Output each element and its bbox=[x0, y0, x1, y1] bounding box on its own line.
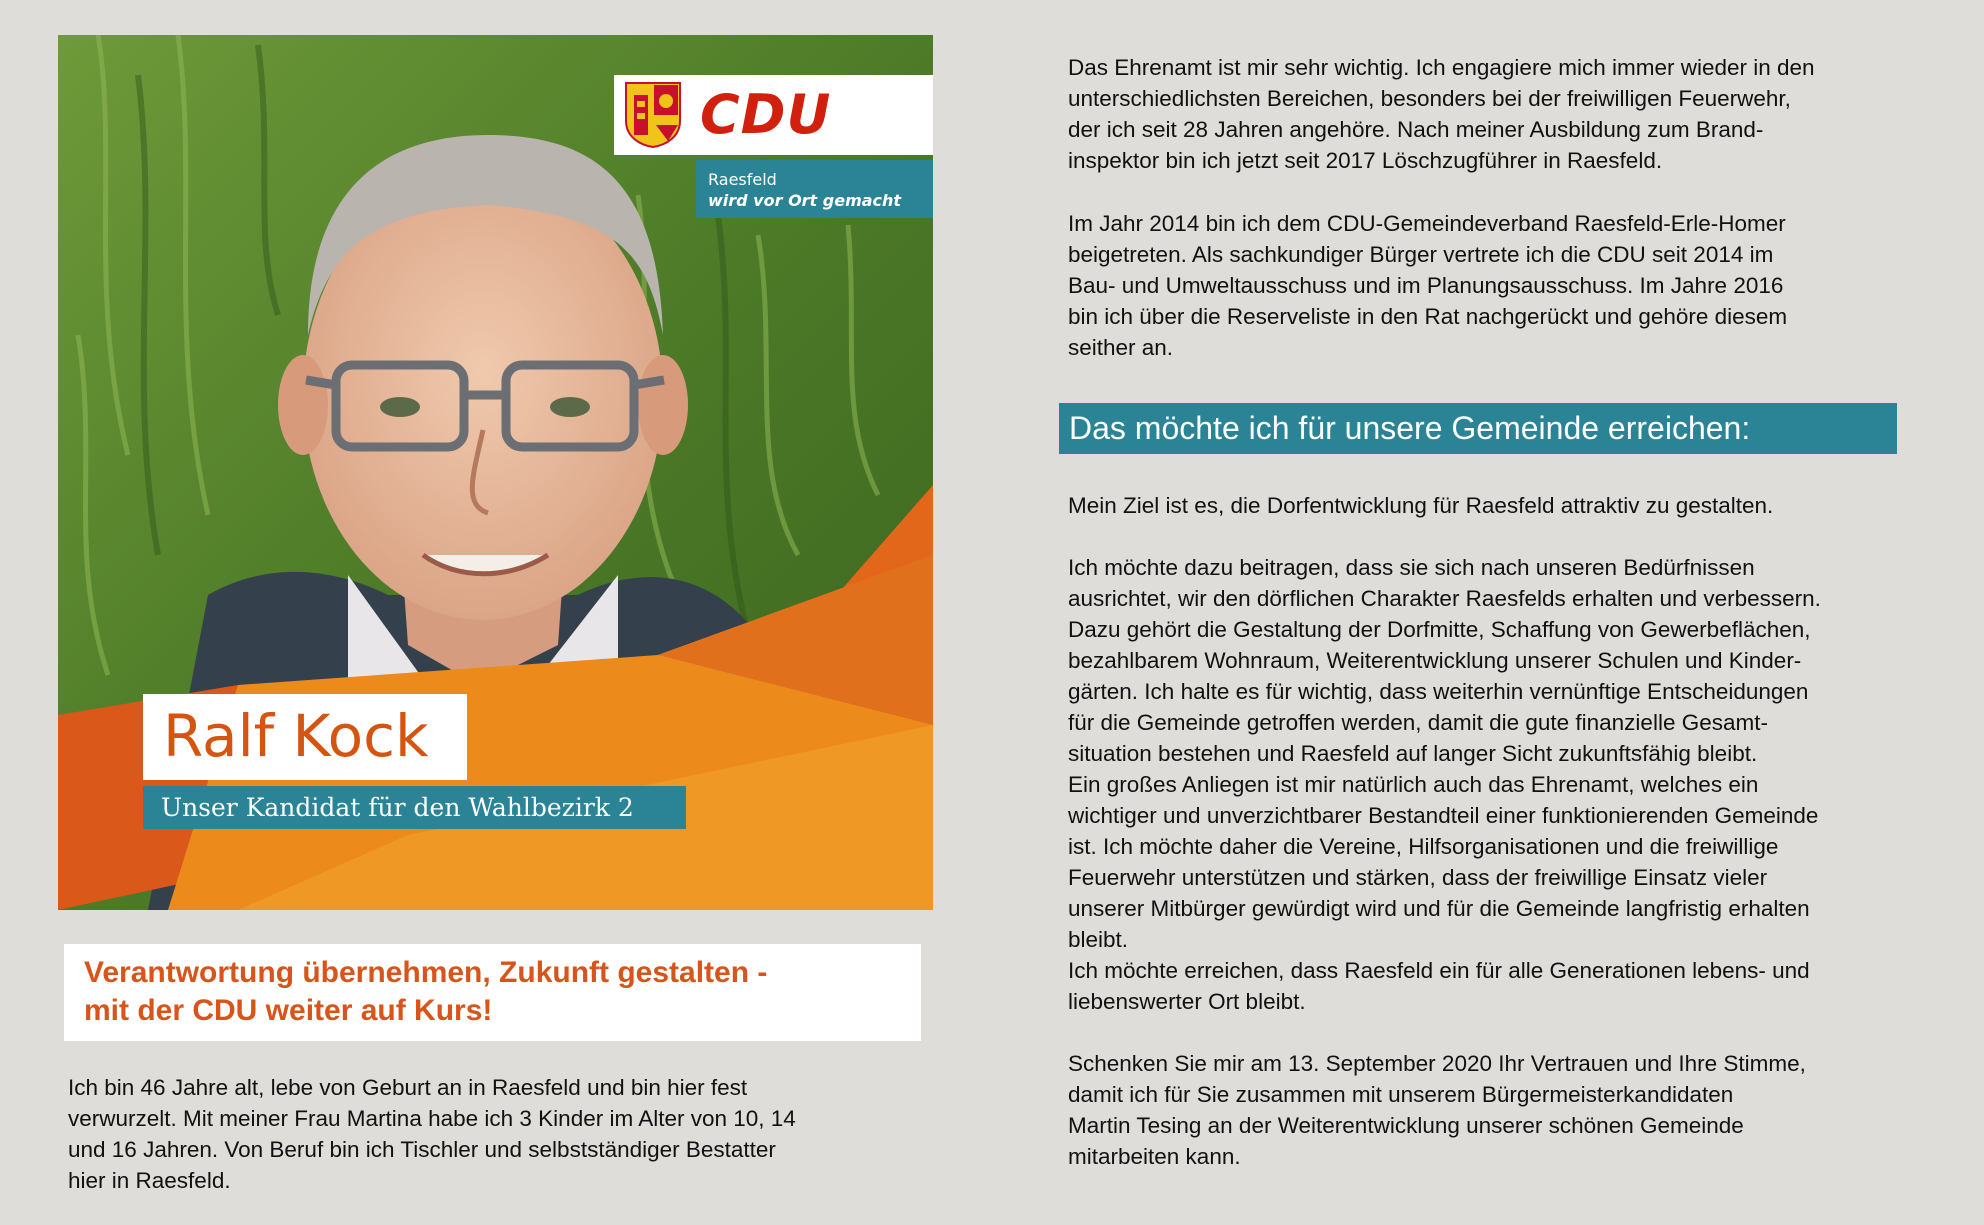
slogan-box bbox=[696, 160, 933, 218]
text-line: damit ich für Sie zusammen mit unserem Bürgermeisterkandidaten bbox=[1068, 1082, 1734, 1107]
text-line: wichtiger und unverzichtbarer Bestandteil einer funktionierenden Gemeinde bbox=[1068, 803, 1819, 828]
motto-line-1: Verantwortung übernehmen, Zukunft gestalten - bbox=[84, 956, 768, 989]
text-line: inspektor bin ich jetzt seit 2017 Löschzugführer in Raesfeld. bbox=[1068, 148, 1663, 173]
motto-box bbox=[64, 944, 921, 1041]
text-line: Martin Tesing an der Weiterentwicklung unserer schönen Gemeinde bbox=[1068, 1113, 1744, 1138]
text-line: ausrichtet, wir den dörflichen Charakter Raesfelds erhalten und verbessern. bbox=[1068, 586, 1821, 611]
name-box bbox=[143, 694, 467, 780]
text-line: Ich möchte dazu beitragen, dass sie sich nach unseren Bedürfnissen bbox=[1068, 555, 1755, 580]
text-line: unserer Mitbürger gewürdigt wird und für die Gemeinde langfristig erhalten bbox=[1068, 896, 1810, 921]
text-line: Im Jahr 2014 bin ich dem CDU-Gemeindeverband Raesfeld-Erle-Homer bbox=[1068, 211, 1786, 236]
section-heading-goals: Das möchte ich für unsere Gemeinde erreichen: bbox=[1059, 403, 1897, 454]
text-line: für die Gemeinde getroffen werden, damit die gute finanzielle Gesamt- bbox=[1068, 710, 1768, 735]
bio-line: Ich bin 46 Jahre alt, lebe von Geburt an in Raesfeld und bin hier fest bbox=[68, 1075, 748, 1100]
paragraph-closing bbox=[1068, 1048, 1948, 1172]
text-line: Bau- und Umweltausschuss und im Planungsausschuss. Im Jahre 2016 bbox=[1068, 273, 1784, 298]
text-line: Mein Ziel ist es, die Dorfentwicklung für Raesfeld attraktiv zu gestalten. bbox=[1068, 493, 1774, 518]
motto-line-2: mit der CDU weiter auf Kurs! bbox=[84, 994, 493, 1027]
text-line: liebenswerter Ort bleibt. bbox=[1068, 989, 1306, 1014]
candidate-district-label: Unser Kandidat für den Wahlbezirk 2 bbox=[143, 786, 686, 829]
candidate-name: Ralf Kock bbox=[163, 702, 429, 770]
cdu-logo: CDU bbox=[700, 83, 832, 146]
bio-line: und 16 Jahren. Von Beruf bin ich Tischler und selbstständiger Bestatter bbox=[68, 1137, 776, 1162]
text-line: bleibt. bbox=[1068, 927, 1129, 952]
slogan-line-town: Raesfeld bbox=[708, 170, 777, 189]
text-line: Ein großes Anliegen ist mir natürlich auch das Ehrenamt, welches ein bbox=[1068, 772, 1759, 797]
motto-text bbox=[84, 954, 914, 1030]
text-line: Feuerwehr unterstützen und stärken, dass der freiwillige Einsatz vieler bbox=[1068, 865, 1768, 890]
text-line: ist. Ich möchte daher die Vereine, Hilfsorganisationen und die freiwillige bbox=[1068, 834, 1779, 859]
text-line: gärten. Ich halte es für wichtig, dass weiterhin vernünftige Entscheidungen bbox=[1068, 679, 1809, 704]
text-line: bin ich über die Reserveliste in den Rat nachgerückt und gehöre diesem bbox=[1068, 304, 1788, 329]
text-line: Schenken Sie mir am 13. September 2020 Ihr Vertrauen und Ihre Stimme, bbox=[1068, 1051, 1806, 1076]
cdu-logo-box bbox=[614, 75, 933, 155]
raesfeld-crest-icon bbox=[624, 81, 682, 149]
text-line: bezahlbarem Wohnraum, Weiterentwicklung unserer Schulen und Kinder- bbox=[1068, 648, 1802, 673]
biography-text bbox=[68, 1072, 928, 1196]
paragraph-party bbox=[1068, 208, 1948, 363]
paragraph-volunteering bbox=[1068, 52, 1948, 176]
text-line: Dazu gehört die Gestaltung der Dorfmitte, Schaffung von Gewerbeflächen, bbox=[1068, 617, 1811, 642]
text-line: Das Ehrenamt ist mir sehr wichtig. Ich engagiere mich immer wieder in den bbox=[1068, 55, 1815, 80]
text-line: situation bestehen und Raesfeld auf langer Sicht zukunftsfähig bleibt. bbox=[1068, 741, 1758, 766]
text-line: Ich möchte erreichen, dass Raesfeld ein für alle Generationen lebens- und bbox=[1068, 958, 1810, 983]
paragraph-plans bbox=[1068, 552, 1948, 1017]
candidate-poster bbox=[58, 35, 933, 910]
paragraph-goal bbox=[1068, 490, 1948, 521]
bio-line: hier in Raesfeld. bbox=[68, 1168, 231, 1193]
text-line: beigetreten. Als sachkundiger Bürger vertrete ich die CDU seit 2014 im bbox=[1068, 242, 1774, 267]
text-line: mitarbeiten kann. bbox=[1068, 1144, 1241, 1169]
slogan-line-tagline: wird vor Ort gemacht bbox=[708, 191, 902, 210]
text-line: unterschiedlichsten Bereichen, besonders bei der freiwilligen Feuerwehr, bbox=[1068, 86, 1791, 111]
text-line: der ich seit 28 Jahren angehöre. Nach meiner Ausbildung zum Brand- bbox=[1068, 117, 1764, 142]
bio-line: verwurzelt. Mit meiner Frau Martina habe ich 3 Kinder im Alter von 10, 14 bbox=[68, 1106, 796, 1131]
text-line: seither an. bbox=[1068, 335, 1174, 360]
